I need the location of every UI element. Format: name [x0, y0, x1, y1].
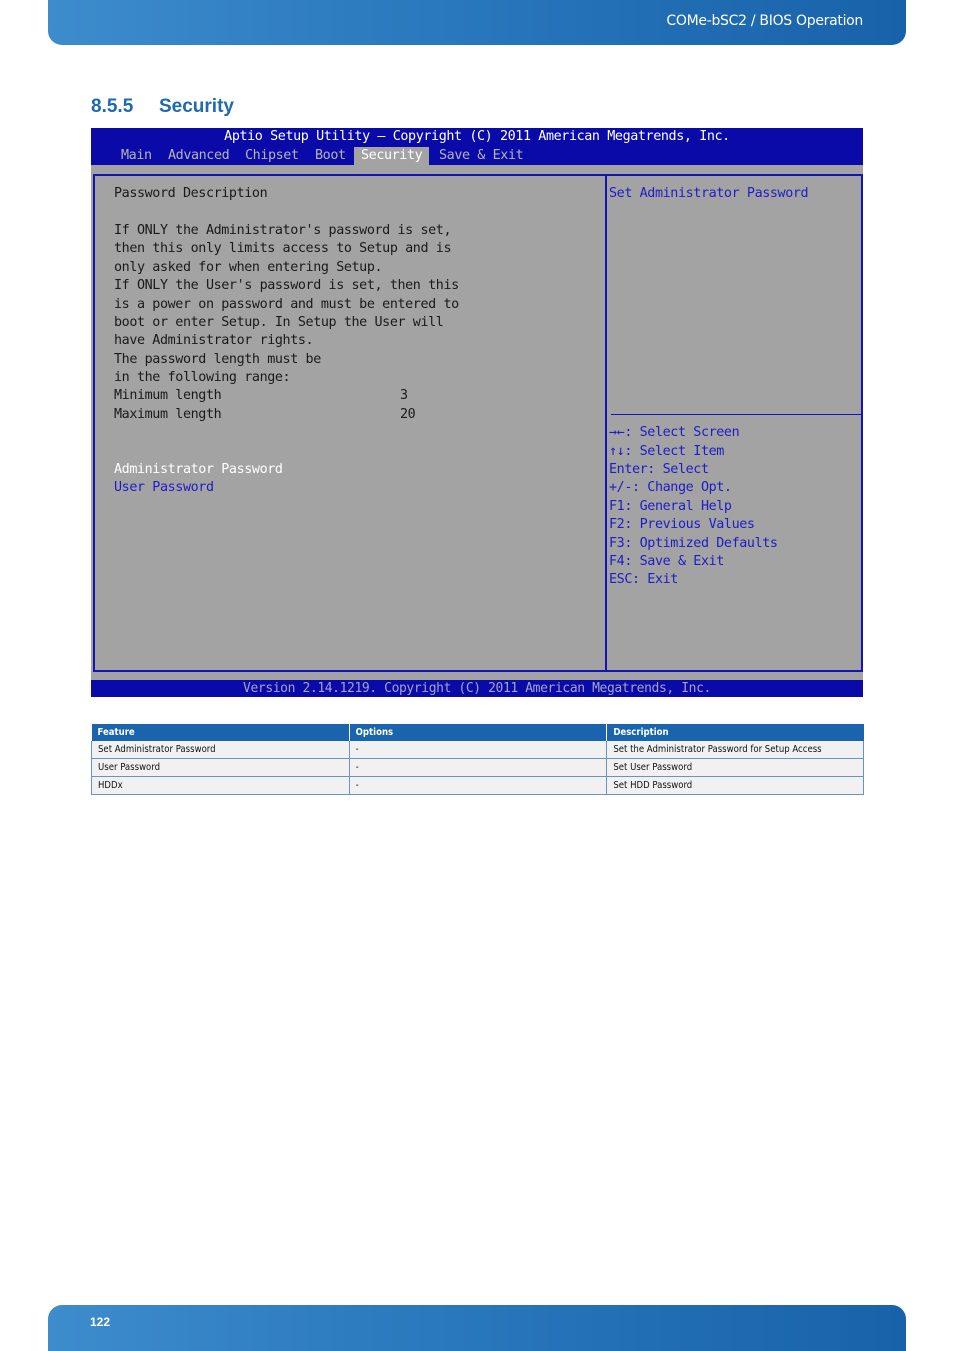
tab-save-exit[interactable]: Save & Exit [439, 148, 524, 163]
password-description-heading: Password Description [114, 186, 268, 201]
section-title: Security [159, 96, 234, 117]
description-line: is a power on password and must be entered to [114, 297, 459, 312]
table-cell: User Password [92, 759, 350, 777]
table-header-row [92, 724, 864, 741]
max-length-label: Maximum length [114, 407, 222, 422]
user-password-item[interactable]: User Password [114, 480, 214, 495]
table-cell: Set HDD Password [607, 777, 864, 795]
description-line: The password length must be [114, 352, 321, 367]
key-hint: F4: Save & Exit [609, 554, 724, 569]
description-line: in the following range: [114, 370, 291, 385]
tab-advanced[interactable]: Advanced [168, 148, 230, 163]
column-header: Options [349, 724, 607, 741]
key-hint: Enter: Select [609, 462, 709, 477]
section-number: 8.5.5 [91, 96, 134, 117]
document-title: COMe-bSC2 / BIOS Operation [666, 13, 863, 29]
bios-tab-bar [91, 147, 863, 165]
table-cell: Set User Password [607, 759, 864, 777]
description-line: only asked for when entering Setup. [114, 260, 383, 275]
tab-main[interactable]: Main [121, 148, 152, 163]
table-row [92, 777, 864, 795]
header-bar [48, 0, 906, 45]
key-hint: ESC: Exit [609, 572, 678, 587]
min-length-value: 3 [400, 388, 408, 403]
tab-security[interactable]: Security [354, 147, 429, 165]
page-number: 122 [90, 1315, 111, 1329]
help-separator [611, 414, 861, 415]
description-line: then this only limits access to Setup and is [114, 241, 452, 256]
bios-title: Aptio Setup Utility – Copyright (C) 2011 American Megatrends, Inc. [224, 129, 730, 144]
key-hint: +/-: Change Opt. [609, 480, 732, 495]
table-cell: - [349, 777, 607, 795]
table-cell: Set the Administrator Password for Setup Access [607, 741, 864, 759]
table-row [92, 759, 864, 777]
key-hint: F1: General Help [609, 499, 732, 514]
max-length-value: 20 [400, 407, 416, 422]
key-hint: F3: Optimized Defaults [609, 536, 778, 551]
bios-divider [605, 176, 607, 670]
table-row [92, 741, 864, 759]
key-hint: ↑↓: Select Item [609, 444, 724, 459]
tab-boot[interactable]: Boot [315, 148, 346, 163]
table-cell: Set Administrator Password [92, 741, 350, 759]
column-header: Description [607, 724, 864, 741]
administrator-password-item[interactable]: Administrator Password [114, 462, 283, 477]
table-cell: - [349, 741, 607, 759]
description-line: have Administrator rights. [114, 333, 314, 348]
column-header: Feature [92, 724, 350, 741]
section-heading [91, 96, 234, 118]
key-hint: F2: Previous Values [609, 517, 755, 532]
bios-screenshot [91, 128, 863, 697]
bios-version: Version 2.14.1219. Copyright (C) 2011 American Megatrends, Inc. [243, 681, 711, 696]
bios-version-bar [91, 680, 863, 697]
description-line: boot or enter Setup. In Setup the User will [114, 315, 444, 330]
tab-chipset[interactable]: Chipset [245, 148, 299, 163]
key-hint: →←: Select Screen [609, 425, 740, 440]
feature-table [91, 724, 864, 795]
table-cell: - [349, 759, 607, 777]
description-line: If ONLY the User's password is set, then this [114, 278, 459, 293]
description-line: If ONLY the Administrator's password is set, [114, 223, 452, 238]
bios-title-bar [91, 128, 863, 165]
min-length-label: Minimum length [114, 388, 222, 403]
table-cell: HDDx [92, 777, 350, 795]
bios-main-frame [93, 174, 863, 672]
help-text: Set Administrator Password [609, 186, 809, 201]
footer-bar [48, 1305, 906, 1351]
